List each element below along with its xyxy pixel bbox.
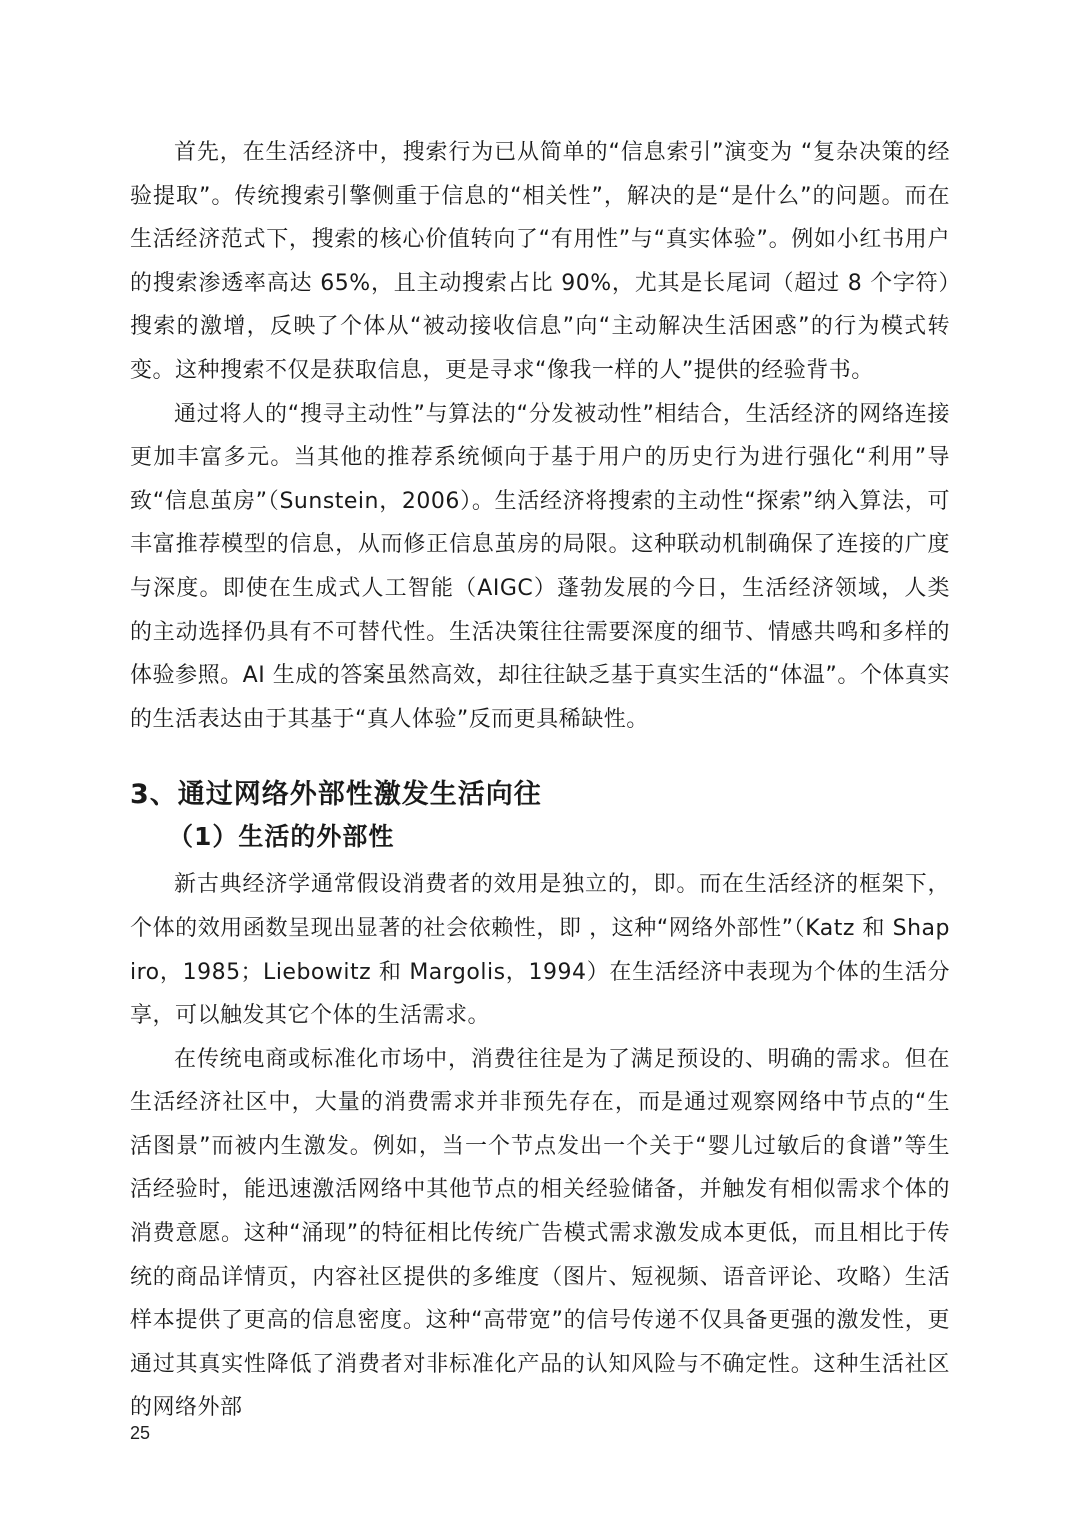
body-paragraph: 通过将人的“搜寻主动性”与算法的“分发被动性”相结合，生活经济的网络连接更加丰富多元。当其他的推荐系统倾向于基于用户的历史行为进行强化“利用”导致“信息茧房”（Sunstein，2006）。生活经济将搜索的主动性“探索”纳入算法，可丰富推荐模型的信息，从而修正信息茧房的局限。这种联动机制确保了连接的广度与深度。即使在生成式人工智能（AIGC）蓬勃发展的今日，生活经济领域，人类的主动选择仍具有不可替代性。生活决策往往需要深度的细节、情感共鸣和多样的体验参照。AI 生成的答案虽然高效，却往往缺乏基于真实生活的“体温”。个体真实的生活表达由于其基于“真人体验”反而更具稀缺性。 [130, 401, 950, 732]
section-heading: 3、通过网络外部性激发生活向往 [130, 779, 542, 811]
body-paragraph: 在传统电商或标准化市场中，消费往往是为了满足预设的、明确的需求。但在生活经济社区中，大量的消费需求并非预先存在，而是通过观察网络中节点的“生活图景”而被内生激发。例如，当一个节点发出一个关于“婴儿过敏后的食谱”等生活经验时，能迅速激活网络中其他节点的相关经验储备，并触发有相似需求个体的消费意愿。这种“涌现”的特征相比传统广告模式需求激发成本更低，而且相比于传统的商品详情页，内容社区提供的多维度（图片、短视频、语音评论、攻略）生活样本提供了更高的信息密度。这种“高带宽”的信号传递不仅具备更强的激发性，更通过其真实性降低了消费者对非标准化产品的认知风险与不确定性。这种生活社区的网络外部 [130, 1046, 950, 1421]
page-content [130, 131, 950, 1430]
body-paragraph: 首先，在生活经济中，搜索行为已从简单的“信息索引”演变为 “复杂决策的经验提取”。传统搜索引擎侧重于信息的“相关性”，解决的是“是什么”的问题。而在生活经济范式下，搜索的核心价值转向了“有用性”与“真实体验”。例如小红书用户的搜索渗透率高达 65%，且主动搜索占比 90%，尤其是长尾词（超过 8 个字符）搜索的激增，反映了个体从“被动接收信息”向“主动解决生活困惑”的行为模式转变。这种搜索不仅是获取信息，更是寻求“像我一样的人”提供的经验背书。 [130, 140, 950, 383]
sub-heading: （1）生活的外部性 [168, 822, 395, 852]
page-number: 25 [130, 1423, 151, 1443]
body-paragraph: 新古典经济学通常假设消费者的效用是独立的，即。而在生活经济的框架下，个体的效用函数呈现出显著的社会依赖性，即 ，这种“网络外部性”（Katz 和 Shapiro，1985；Liebowitz 和 Margolis，1994）在生活经济中表现为个体的生活分享，可以触发其它个体的生活需求。 [130, 872, 950, 1029]
